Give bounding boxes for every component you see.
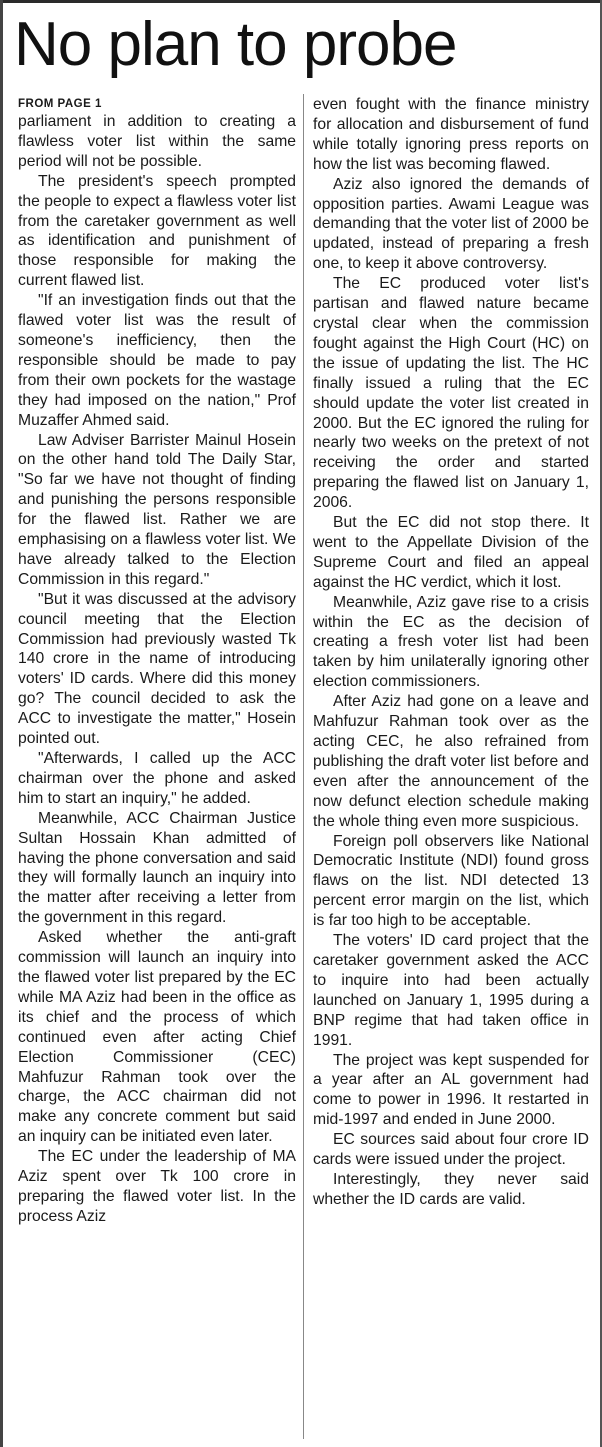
column-divider (303, 94, 304, 1439)
paragraph: The EC under the leadership of MA Aziz spent over Tk 100 crore in preparing the flawed voter list. In the process Aziz (18, 1148, 296, 1225)
paragraph: Aziz also ignored the demands of opposition parties. Awami League was demanding that the voter list of 2000 be updated, instead of preparing a fresh one, to keep it above controversy. (313, 175, 589, 273)
paragraph: even fought with the finance ministry for allocation and disbursement of fund while totally ignoring press reports on how the list was becoming flawed. (313, 96, 589, 173)
left-rule (0, 0, 3, 1447)
paragraph: But the EC did not stop there. It went to the Appellate Division of the Supreme Court and filed an appeal against the HC verdict, which it lost. (313, 514, 589, 591)
paragraph: After Aziz had gone on a leave and Mahfuzur Rahman took over as the acting CEC, he also refrained from publishing the draft voter list before and even after the announcement of the now defunct election schedule making the whole thing even more suspicious. (313, 693, 589, 830)
paragraph: The president's speech prompted the people to expect a flawless voter list from the caretaker government as well as identification and punishment of those responsible for making the current flawed list. (18, 172, 296, 290)
paragraph: Meanwhile, ACC Chairman Justice Sultan Hossain Khan admitted of having the phone conversation and said they will formally launch an inquiry into the matter after receiving a letter from the government in this regard. (18, 809, 296, 927)
paragraph: parliament in addition to creating a flawless voter list within the same period will not be possible. (18, 113, 296, 170)
paragraph: The EC produced voter list's partisan and flawed nature became crystal clear when the commission fought against the High Court (HC) on the issue of updating the list. The HC finally issued a ruling that the EC should update the voter list created in 2000. But the EC ignored the ruling for nearly two weeks on the pretext of not receiving the order and started preparing the flawed list on January 1, 2006. (313, 275, 589, 512)
paragraph: "Afterwards, I called up the ACC chairman over the phone and asked him to start an inquiry," he added. (18, 750, 296, 807)
paragraph: "If an investigation finds out that the flawed voter list was the result of someone's inefficiency, then the responsible should be made to pay from their own pockets for the wastage they had imposed on the nation," Prof Muzaffer Ahmed said. (18, 292, 296, 429)
top-rule (0, 0, 602, 3)
paragraph: "But it was discussed at the advisory council meeting that the Election Commission had previously wasted Tk 140 crore in the name of introducing voters' ID cards. Where did this money go? The council decided to ask the ACC to investigate the matter," Hosein pointed out. (18, 590, 296, 748)
dateline: FROM PAGE 1 (18, 98, 102, 110)
paragraph: Foreign poll observers like National Democratic Institute (NDI) found gross flaws on the list. NDI detected 13 percent error margin on the list, which is far too high to be acceptable. (313, 832, 589, 930)
headline: No plan to probe (14, 10, 457, 79)
paragraph: Law Adviser Barrister Mainul Hosein on the other hand told The Daily Star, "So far we have not thought of finding and punishing the persons responsible for the flawed list. Rather we are emphasising on a flawless voter list. We have already talked to the Election Commission in this regard." (18, 431, 296, 588)
paragraph: The project was kept suspended for a year after an AL government had come to power in 1996. It restarted in mid-1997 and ended in June 2000. (313, 1051, 589, 1129)
paragraph: The voters' ID card project that the caretaker government asked the ACC to inquire into had been actually launched on January 1, 1995 during a BNP regime that had taken office in 1991. (313, 932, 589, 1049)
paragraph: Interestingly, they never said whether the ID cards are valid. (313, 1170, 589, 1208)
article-column-1 (18, 96, 296, 1227)
article-column-2 (313, 95, 589, 1210)
paragraph: Asked whether the anti-graft commission will launch an inquiry into the flawed voter list prepared by the EC while MA Aziz had been in the office as its chief and the process of which continued even after acting Chief Election Commissioner (CEC) Mahfuzur Rahman took over the charge, the ACC chairman did not make any concrete comment but said an inquiry can be initiated even later. (18, 929, 296, 1146)
paragraph: Meanwhile, Aziz gave rise to a crisis within the EC as the decision of creating a fresh voter list had been taken by him unilaterally ignoring other election commissioners. (313, 593, 589, 691)
paragraph: EC sources said about four crore ID cards were issued under the project. (313, 1131, 589, 1169)
